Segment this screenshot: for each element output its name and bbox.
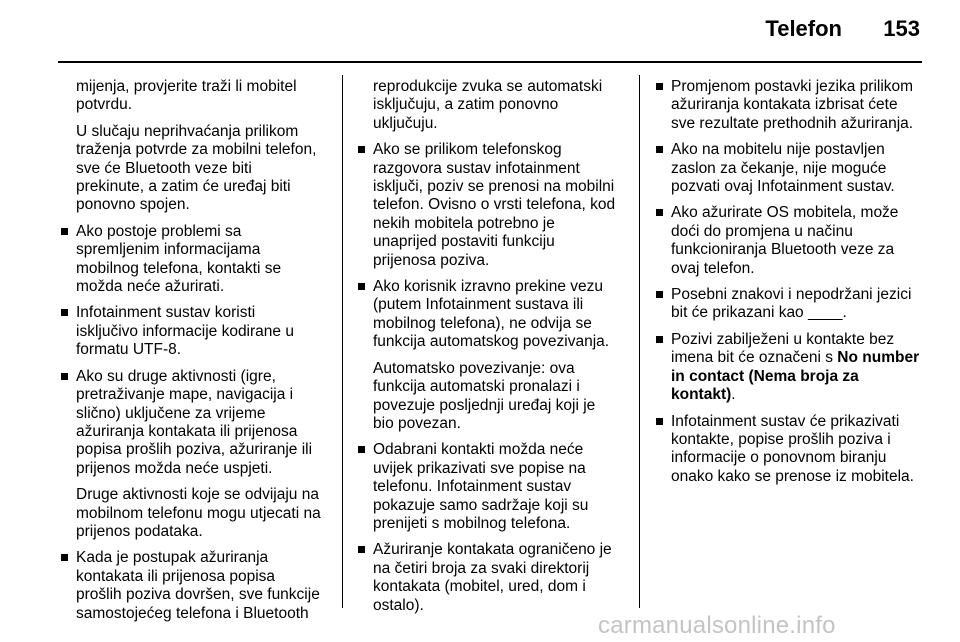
bullet-item: Posebni znakovi i nepodržani jezici bit će prikazani kao ____. xyxy=(671,286,925,323)
paragraph: reprodukcije zvuka se automatski isključuju, a zatim ponovno uključuju. xyxy=(373,78,603,132)
watermark: carmanualsonline.info xyxy=(598,612,836,639)
column-3 xyxy=(653,78,925,494)
bullet-item: Ako ažurirate OS mobitela, može doći do promjena u načinu funkcioniranja Bluetooth veze za ovaj telefon. xyxy=(671,204,925,278)
paragraph: mijenja, provjerite traži li mobitel potvrdu. xyxy=(76,78,297,114)
bullet-item: Infotainment sustav će prikazivati kontakte, popise prošlih poziva i informacije o ponovnom biranju onako kako se prenose iz mobitela. xyxy=(671,413,925,487)
column-divider-left xyxy=(342,75,343,608)
bold-term: No number in contact (Nema broja za kontakt) xyxy=(671,349,920,404)
bullet-text: Pozivi zabilježeni u kontakte bez imena bit će označeni s xyxy=(671,330,895,367)
bullet-item: Ako na mobitelu nije postavljen zaslon za čekanje, nije moguće pozvati ovaj Infotainment sustav. xyxy=(671,141,925,196)
page-header xyxy=(0,0,960,62)
bullet-item: Ako se prilikom telefonskog razgovora sustav infotainment isključi, poziv se prenosi na mobilni telefon. Ovisno o vrsti telefona, kod nekih mobitela potrebno je unaprijed postaviti funkciju prijenosa poziva. xyxy=(373,141,627,270)
column-divider-right xyxy=(639,75,640,608)
bullet-text-end: . xyxy=(731,386,736,404)
bullet-item: Odabrani kontakti možda neće uvijek prikazivati sve popise na telefonu. Infotainment sustav pokazuje samo sadržaje koji su prenijeti s mobilnog telefona. xyxy=(373,441,627,533)
bullet-item: Promjenom postavki jezika prilikom ažuriranja kontakata izbrisat ćete sve rezultate prethodnih ažuriranja. xyxy=(671,78,925,133)
header-rule xyxy=(58,61,922,63)
column-2 xyxy=(355,78,627,623)
bullet-item: Ako korisnik izravno prekine vezu (putem Infotainment sustava ili mobilnog telefona), ne odvija se funkcija automatskog povezivanja. xyxy=(373,278,627,352)
paragraph: Druge aktivnosti koje se odvijaju na mobilnom telefonu mogu utjecati na prijenos podataka. xyxy=(76,486,321,540)
bullet-item: Ako postoje problemi sa spremljenim informacijama mobilnog telefona, kontakti se možda neće ažurirati. xyxy=(76,223,328,297)
paragraph: U slučaju neprihvaćanja prilikom traženja potvrde za mobilni telefon, sve će Bluetooth veze biti prekinute, a zatim će uređaj biti ponovno spojen. xyxy=(76,122,317,214)
paragraph: Automatsko povezivanje: ova funkcija automatski pronalazi i povezuje posljednji uređaj koji je bio povezan. xyxy=(373,359,596,432)
bullet-item xyxy=(671,331,925,405)
page-number: 153 xyxy=(883,16,920,41)
bullet-item: Kada je postupak ažuriranja kontakata ili prijenosa popisa prošlih poziva dovršen, sve funkcije samostojećeg telefona i Bluetooth xyxy=(76,549,328,623)
bullet-item: Ažuriranje kontakata ograničeno je na četiri broja za svaki direktorij kontakata (mobitel, ured, dom i ostalo). xyxy=(373,541,627,615)
bullet-item: Infotainment sustav koristi isključivo informacije kodirane u formatu UTF-8. xyxy=(76,304,328,359)
section-title: Telefon xyxy=(765,16,842,41)
column-1 xyxy=(58,78,328,631)
bullet-item: Ako su druge aktivnosti (igre, pretraživanje mape, navigacija i slično) uključene za vrijeme ažuriranja kontakata ili prijenosa popisa prošlih poziva, ažuriranje ili prijenos možda neće uspjeti. xyxy=(76,368,328,478)
